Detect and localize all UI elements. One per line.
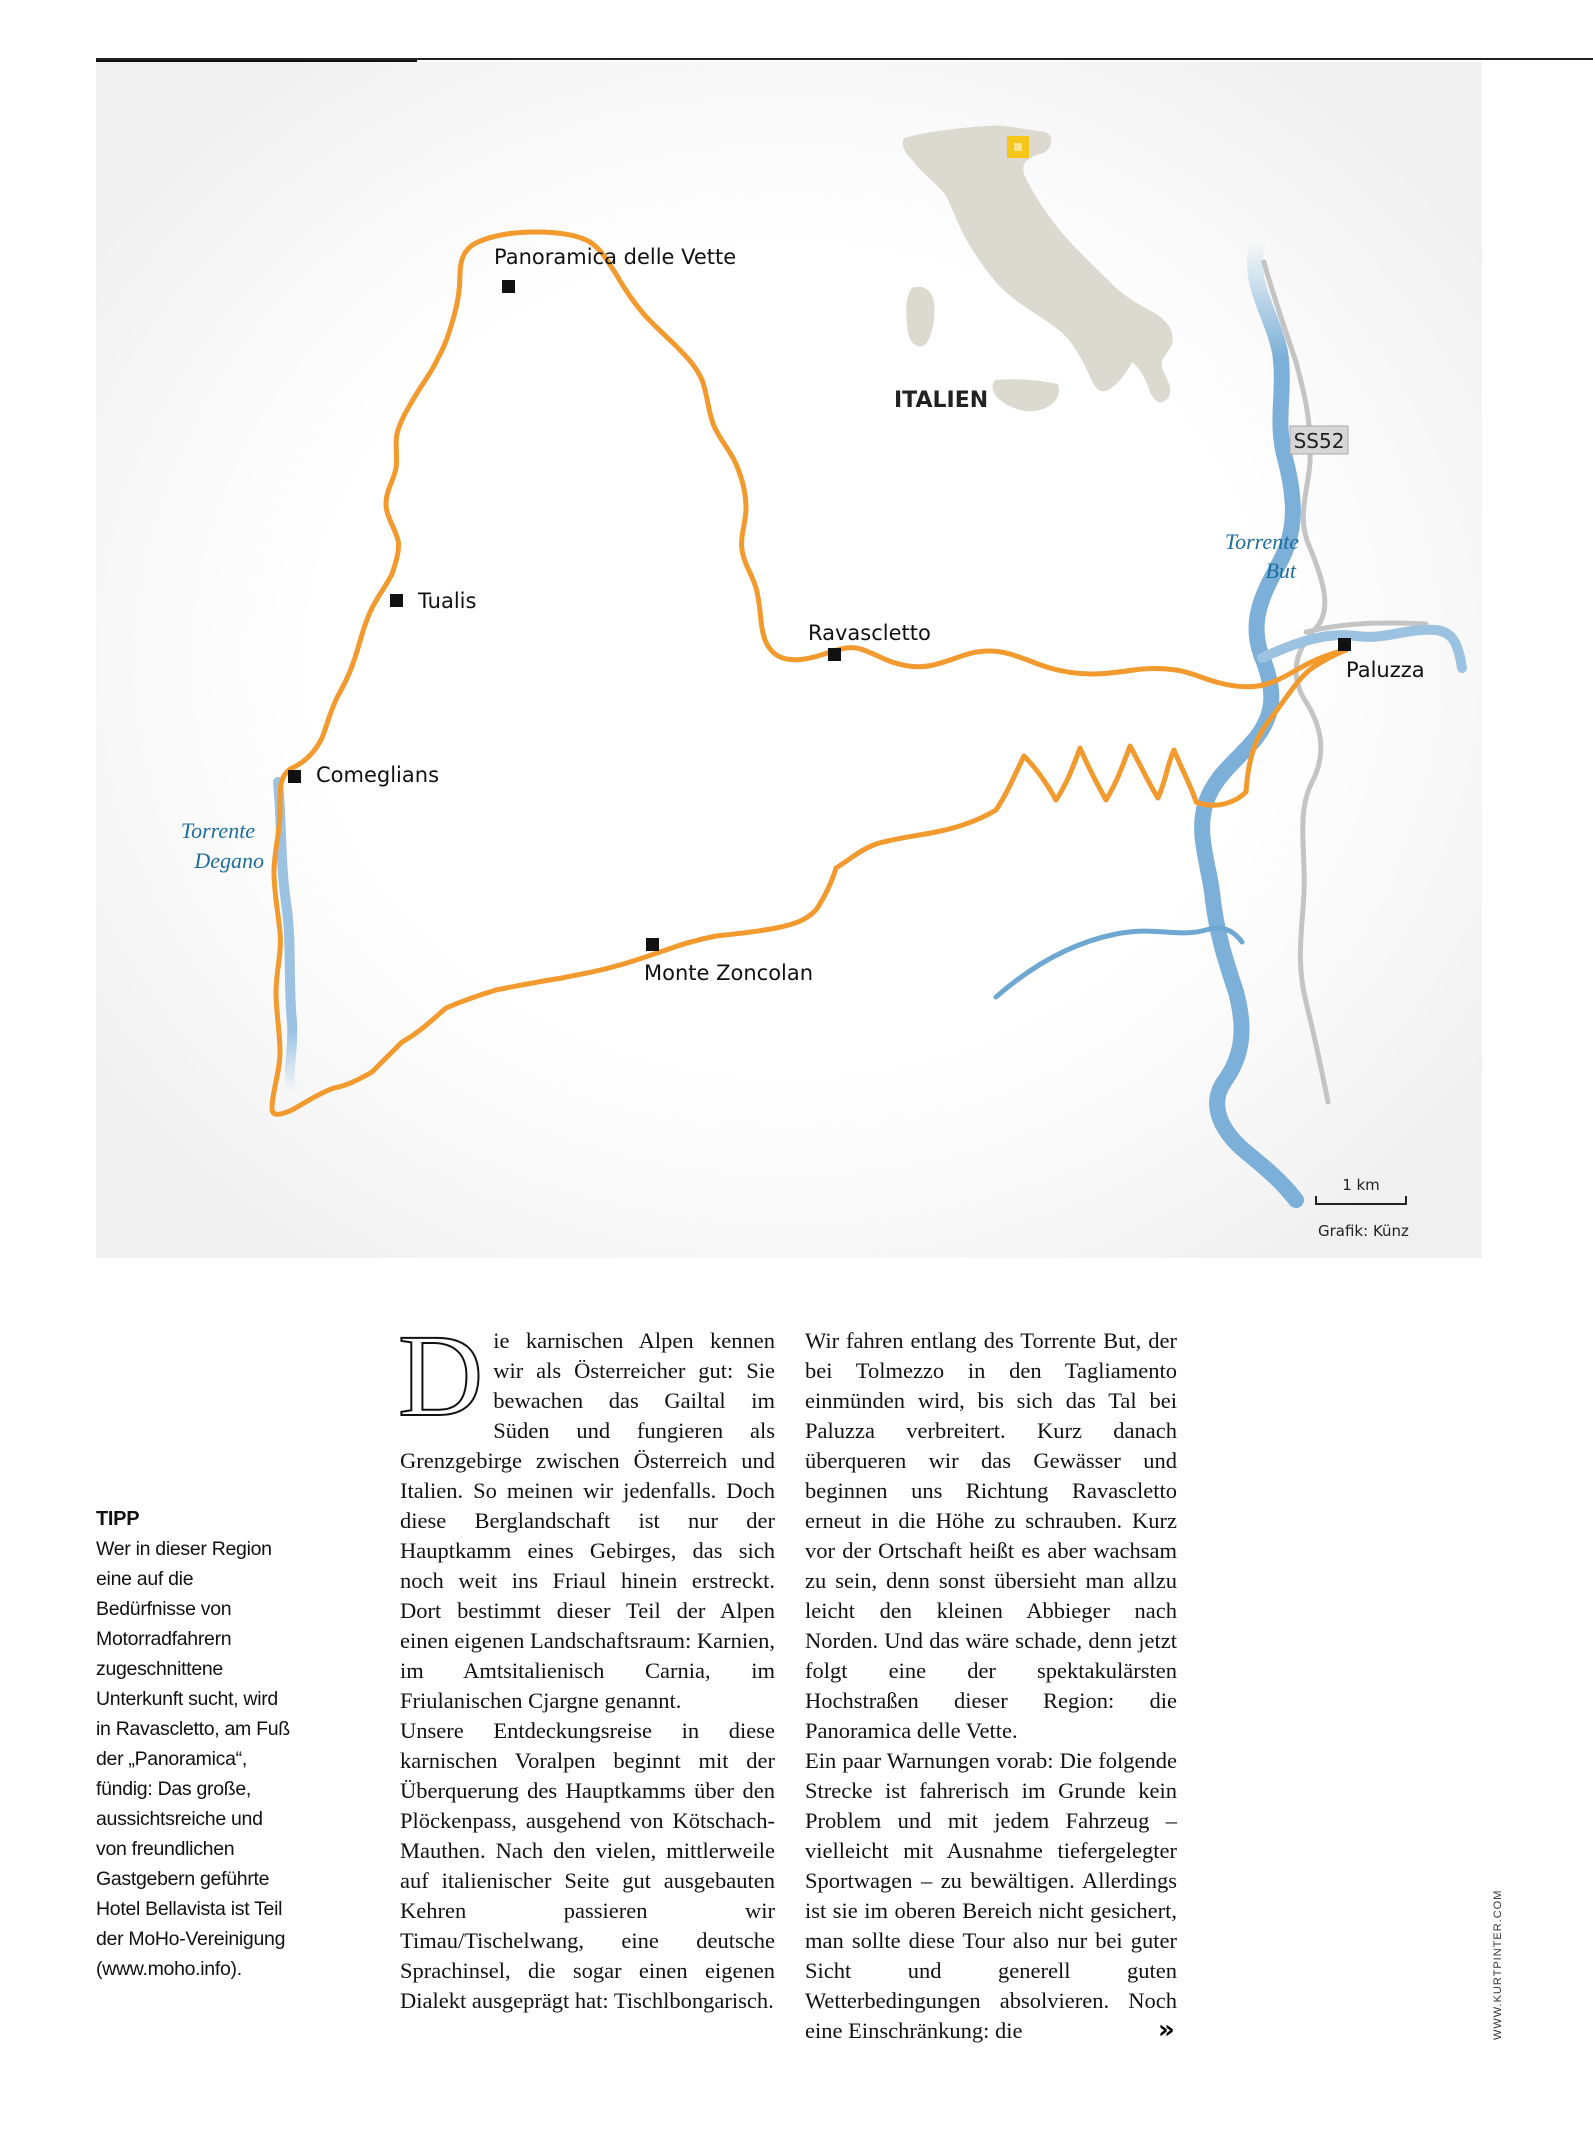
label-tualis: Tualis [418,589,477,613]
river-label-degano-1: Torrente [180,818,256,843]
marker-zoncolan [646,938,659,951]
label-paluzza: Paluzza [1346,658,1425,682]
side-credit: WWW.KURTPINTER.COM [1492,1889,1504,2040]
marker-ravascletto [828,648,841,661]
article-paragraph-3: Wir fahren entlang des Torrente But, der bei Tolmezzo in den Tagliamento einmünden wird, bis sich das Tal bei Paluzza verbreitert. Kurz danach überqueren wir das Gewässer und beginnen uns Richtung Ravascletto erneut in die Höhe zu schrauben. Kurz vor der Ortschaft heißt es aber wachsam zu sein, denn sonst übersieht man allzu leicht den kleinen Abbieger nach Norden. Und das wäre schade, denn jetzt folgt eine der spektakulärsten Hochstraßen dieser Region: die Panoramica delle Vette. [805,1328,1177,1743]
drop-cap: D [398,1310,484,1441]
article-column-1 [398,1310,775,2016]
continue-mark: » [1158,2015,1175,2045]
article-paragraph-1: ie karnischen Alpen kennen wir als Österreicher gut: Sie bewachen das Gailtal im Süden und fungieren als Grenzgebirge zwischen Österreich und Italien. So meinen wir jedenfalls. Doch diese Berglandschaft ist nur der Hauptkamm eines Gebirges, das sich noch weit ins Friaul hinein erstreckt. Dort bestimmt dieser Teil der Alpen einen eigenen Landschaftsraum: Karnien, im Amtsitalienisch Carnia, im Friulanischen Cjargne genannt. [400,1328,775,1713]
label-zoncolan: Monte Zoncolan [644,961,814,985]
road-badge-label: SS52 [1293,429,1345,453]
route-map [96,62,1482,1258]
article-paragraph-4: Ein paar Warnungen vorab: Die folgende Strecke ist fahrerisch im Grunde kein Problem und mit jedem Fahrzeug – vielleicht mit Ausnahme tiefergelegter Sportwagen – zu bewältigen. Allerdings ist sie im oberen Bereich nicht gesichert, man sollte diese Tour also nur bei guter Sicht und generell guten Wetterbedingungen absolvieren. Noch eine Einschränkung: die [805,1748,1177,2043]
scale-label: 1 km [1342,1176,1380,1194]
marker-paluzza [1338,638,1351,651]
article-paragraph-2: Unsere Entdeckungsreise in diese karnischen Voralpen beginnt mit der Überquerung des Hauptkamms über den Plöckenpass, ausgehend von Kötschach-Mauthen. Nach den vielen, mittlerweile auf italienischer Seite gut ausgebauten Kehren passieren wir Timau/Tischelwang, eine deutsche Sprachinsel, die sogar einen eigenen Dialekt ausgeprägt hat: Tischlbongarisch. [400,1718,775,2013]
marker-tualis [390,594,403,607]
river-label-degano-2: Degano [194,848,264,873]
tipp-box [96,1504,296,1984]
road-badge [1290,426,1348,454]
label-comeglians: Comeglians [316,763,440,787]
marker-comeglians [288,770,301,783]
tipp-title: TIPP [96,1508,140,1530]
label-panoramica: Panoramica delle Vette [494,245,737,269]
inset-country-label: ITALIEN [894,388,989,413]
article-column-2 [805,1326,1177,2046]
river-label-but-1: Torrente [1224,529,1300,554]
region-marker-center [1014,143,1022,151]
map-credit: Grafik: Künz [1318,1222,1409,1240]
marker-panoramica [502,280,515,293]
label-ravascletto: Ravascletto [808,621,931,645]
tipp-text: Wer in dieser Region eine auf die Bedürfnisse von Motorradfahrern zugeschnittene Unterkunft sucht, wird in Ravascletto, am Fuß der „Panoramica“, fündig: Das große, aussichtsreiche und von freundlichen Gastgebern geführte Hotel Bellavista ist Teil der MoHo-Vereinigung (www.moho.info). [96,1538,290,1980]
river-label-but-2: But [1265,558,1296,583]
